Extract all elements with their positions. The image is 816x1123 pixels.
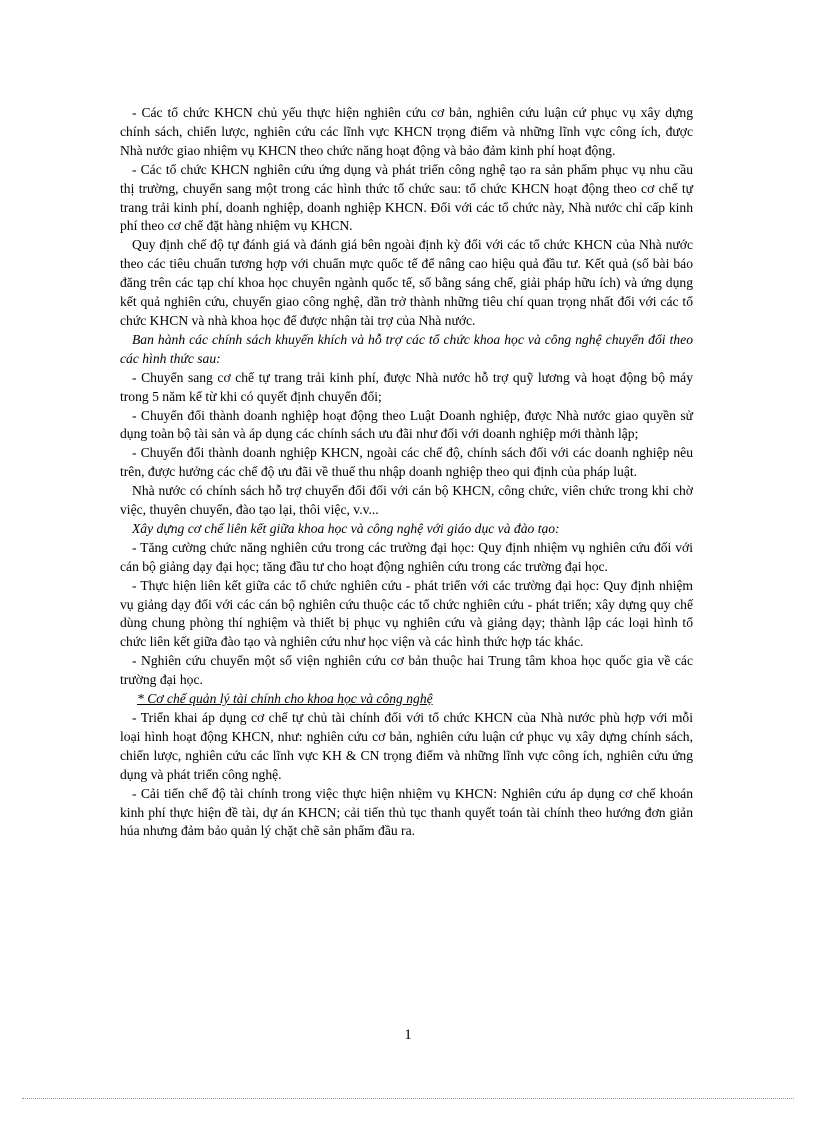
paragraph: - Chuyển đổi thành doanh nghiệp KHCN, ngoài các chế độ, chính sách đối với các doanh nghiệp nêu trên, được hưởng các chế độ ưu đãi về thuế thu nhập doanh nghiệp theo qui định của pháp luật. bbox=[120, 445, 693, 480]
paragraph: - Tăng cường chức năng nghiên cứu trong các trường đại học: Quy định nhiệm vụ nghiên cứu đối với cán bộ giảng dạy đại học; tăng đầu tư cho hoạt động nghiên cứu trong các trường đại học. bbox=[120, 539, 693, 574]
section-heading: Ban hành các chính sách khuyến khích và hỗ trợ các tổ chức khoa học và công nghệ chuyển đổi theo các hình thức sau: bbox=[120, 331, 693, 366]
paragraph: - Thực hiện liên kết giữa các tổ chức nghiên cứu - phát triển với các trường đại học: Quy định nhiệm vụ giảng dạy đối với các cán bộ nghiên cứu thuộc các tổ chức nghiên cứu - phát triển; xây dựng quy chế dùng chung phòng thí nghiệm và thiết bị phục vụ nghiên cứu và giảng dạy; thành lập các loại hình tổ chức liên kết giữa đào tạo và nghiên cứu như học viện và các hình thức hợp tác khác. bbox=[120, 577, 693, 650]
page-number: 1 bbox=[404, 1027, 412, 1043]
page-bottom-divider bbox=[22, 1098, 794, 1099]
section-heading: Xây dựng cơ chế liên kết giữa khoa học và công nghệ với giáo dục và đào tạo: bbox=[132, 520, 560, 536]
subsection-heading bbox=[120, 690, 693, 709]
paragraph: - Nghiên cứu chuyển một số viện nghiên cứu cơ bản thuộc hai Trung tâm khoa học quốc gia về các trường đại học. bbox=[120, 653, 693, 688]
paragraph: Nhà nước có chính sách hỗ trợ chuyển đổi đối với cán bộ KHCN, công chức, viên chức trong khi chờ việc, thuyên chuyển, đào tạo lại, thôi việc, v.v... bbox=[120, 483, 693, 518]
paragraph: - Các tổ chức KHCN nghiên cứu ứng dụng và phát triển công nghệ tạo ra sản phẩm phục vụ nhu cầu thị trường, chuyển sang một trong các hình thức tổ chức sau: tổ chức KHCN hoạt động theo cơ chế tự trang trải kinh phí, doanh nghiệp, doanh nghiệp KHCN. Đối với các tổ chức này, Nhà nước chỉ cấp kinh phí theo cơ chế đặt hàng nhiệm vụ KHCN. bbox=[120, 161, 693, 234]
paragraph: - Chuyển đổi thành doanh nghiệp hoạt động theo Luật Doanh nghiệp, được Nhà nước giao quyền sử dụng toàn bộ tài sản và áp dụng các chính sách ưu đãi như đối với doanh nghiệp mới thành lập; bbox=[120, 407, 693, 442]
paragraph: Quy định chế độ tự đánh giá và đánh giá bên ngoài định kỳ đối với các tổ chức KHCN của Nhà nước theo các tiêu chuẩn tương hợp với chuẩn mực quốc tế để nâng cao hiệu quả đầu tư. Kết quả (số bài báo đăng trên các tạp chí khoa học chuyên ngành quốc tế, số bằng sáng chế, giải pháp hữu ích) và ứng dụng kết quả nghiên cứu, chuyển giao công nghệ, dần trở thành những tiêu chí quan trọng nhất đối với các tổ chức KHCN và nhà khoa học để được nhận tài trợ của Nhà nước. bbox=[120, 237, 693, 328]
document-body bbox=[120, 104, 693, 841]
paragraph: - Triển khai áp dụng cơ chế tự chủ tài chính đối với tổ chức KHCN của Nhà nước phù hợp với mỗi loại hình hoạt động KHCN, như: nghiên cứu cơ bản, nghiên cứu luận cứ phục vụ xây dựng chính sách, chiến lược, nghiên cứu các lĩnh vực KH & CN trọng điểm và những lĩnh vực công ích, nghiên cứu ứng dụng và phát triển công nghệ. bbox=[120, 710, 693, 782]
subsection-heading-text: * Cơ chế quản lý tài chính cho khoa học và công nghệ bbox=[137, 691, 433, 707]
paragraph: - Chuyển sang cơ chế tự trang trải kinh phí, được Nhà nước hỗ trợ quỹ lương và hoạt động bộ máy trong 5 năm kể từ khi có quyết định chuyển đổi; bbox=[120, 369, 693, 404]
paragraph: - Cải tiến chế độ tài chính trong việc thực hiện nhiệm vụ KHCN: Nghiên cứu áp dụng cơ chế khoán kinh phí thực hiện đề tài, dự án KHCN; cải tiến thủ tục thanh quyết toán tài chính theo hướng đơn giản húa nhưng đảm bảo quản lý chặt chẽ sản phẩm đầu ra. bbox=[120, 785, 693, 839]
paragraph: - Các tổ chức KHCN chủ yếu thực hiện nghiên cứu cơ bản, nghiên cứu luận cứ phục vụ xây dựng chính sách, chiến lược, nghiên cứu các lĩnh vực KHCN trọng điểm và những lĩnh vực công ích, được Nhà nước giao nhiệm vụ KHCN theo chức năng hoạt động và bảo đảm kinh phí hoạt động. bbox=[120, 105, 693, 158]
